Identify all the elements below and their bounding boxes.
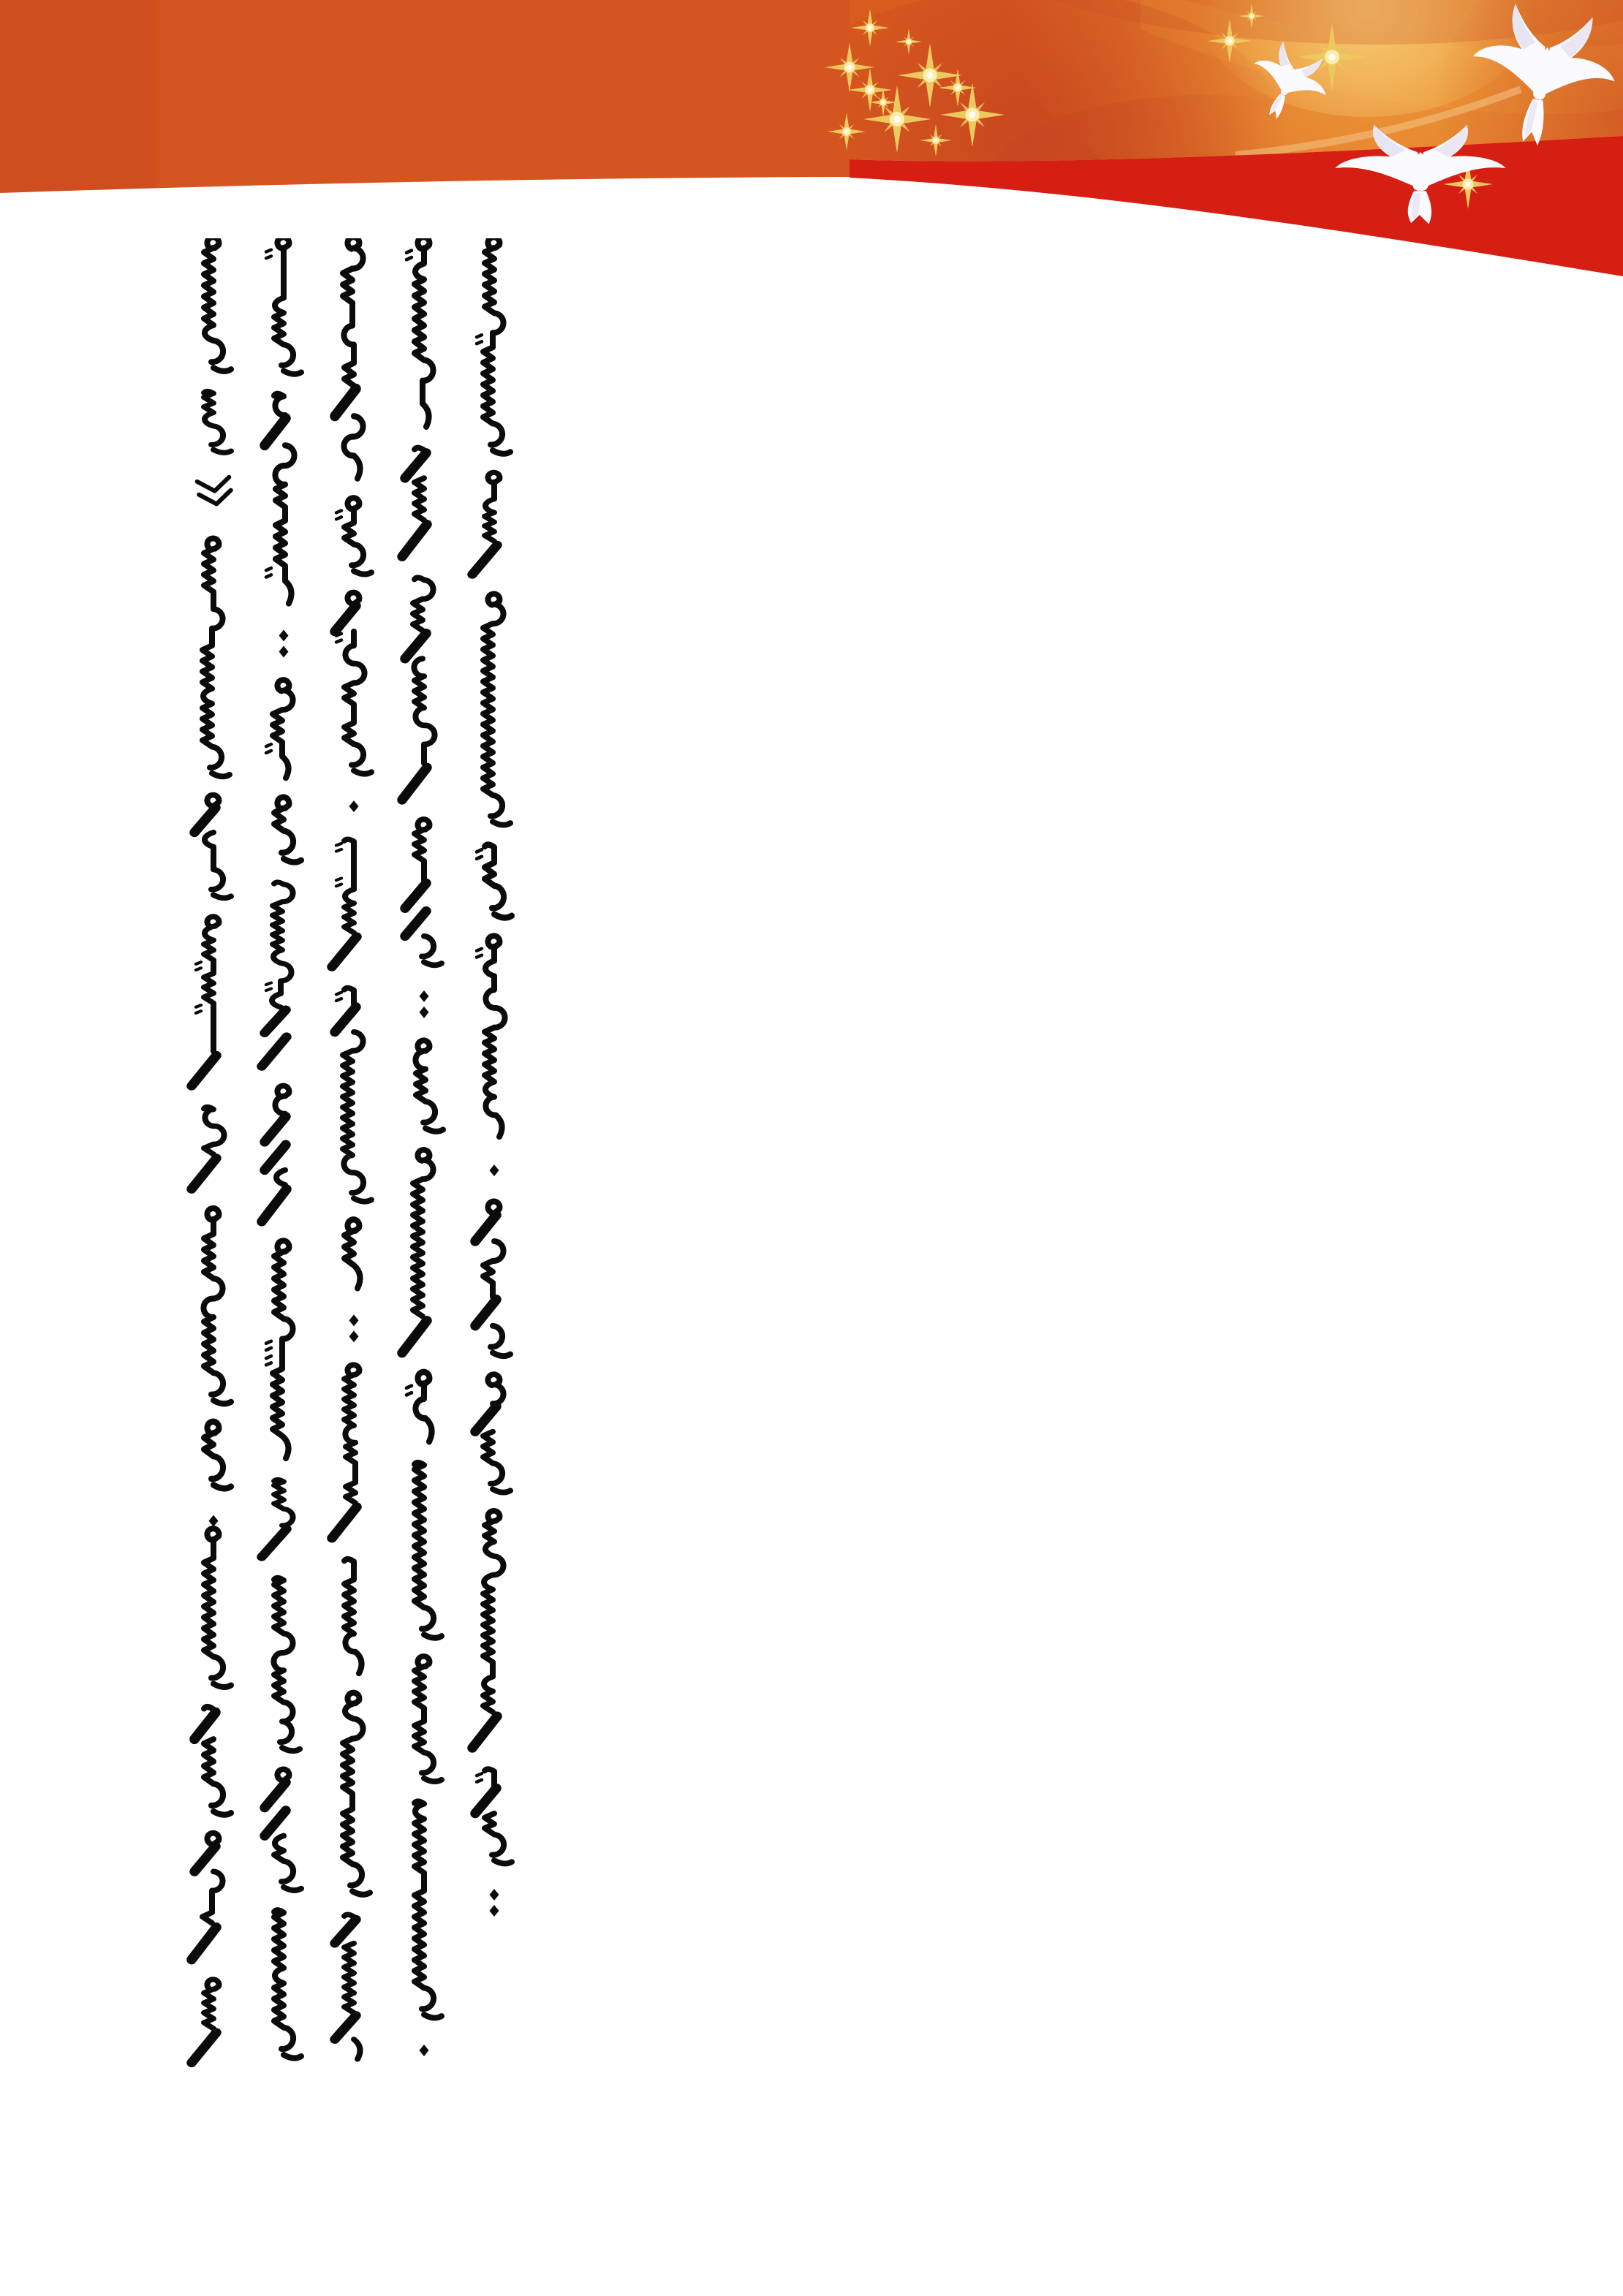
script-word [415,1040,443,1132]
script-word [475,1202,510,1357]
script-word [406,238,434,427]
script-word [475,1769,512,1863]
script-word [335,593,371,774]
open-guillemet [197,477,232,507]
script-word [204,1422,231,1489]
birga-punctuation [209,1515,219,1527]
script-word [477,936,505,1137]
script-word [262,882,293,1066]
script-word [192,1833,223,1960]
script-word [332,1365,359,1538]
script-word [204,1528,231,1687]
script-word [406,1372,432,1441]
script-word [204,391,231,452]
script-word [335,988,371,1202]
text-column-3 [317,238,390,2074]
script-word [343,1693,370,1895]
script-word [405,819,442,966]
script-word [273,1578,300,1751]
script-word [265,1769,301,1890]
script-word [266,238,301,374]
script-word [415,1801,442,2017]
script-word [415,1463,442,1638]
script-word [344,1219,360,1288]
script-word [194,795,231,898]
script-word [204,238,231,371]
script-word [274,1910,301,2058]
script-word [402,1150,434,1353]
script-word [335,1914,360,2059]
script-word [332,839,357,967]
script-word [262,1086,289,1221]
script-word [336,498,371,574]
script-word [475,1374,510,1492]
script-word [344,1559,362,1673]
script-word [483,594,510,825]
text-column-5 [458,238,531,1934]
script-word [472,472,499,575]
script-word [262,1479,293,1557]
text-column-4 [387,238,461,2077]
script-word [402,577,435,800]
script-word [266,1240,293,1458]
script-word [265,394,295,604]
birga-punctuation [279,630,289,658]
script-word [203,1208,231,1403]
script-word [477,238,510,454]
script-word [415,1656,442,1781]
script-word [192,917,219,1086]
script-word [274,797,301,863]
script-word [203,538,230,776]
script-word [192,1107,224,1189]
script-word [335,238,363,479]
script-word [402,448,427,557]
script-word [266,680,293,778]
script-word [472,1511,504,1748]
script-word [477,845,512,918]
text-column-2 [247,238,320,2072]
script-word [192,1979,219,2063]
script-word [194,1707,231,1815]
text-column-1 [177,238,250,2077]
